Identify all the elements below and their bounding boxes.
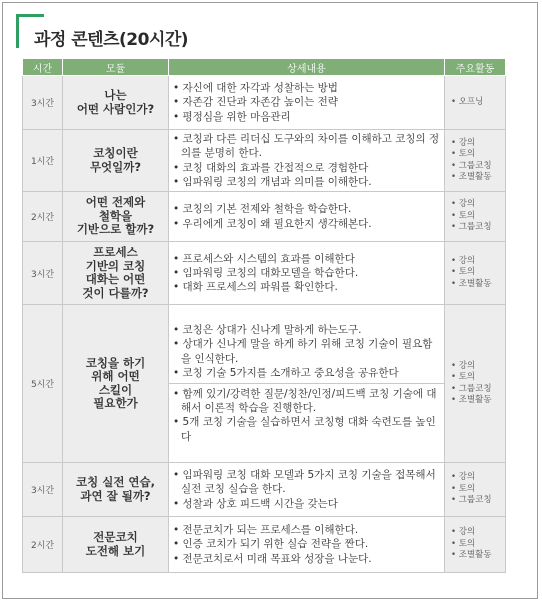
detail-item: • 임파워링 코칭 대화 모델과 5가지 코칭 기술을 접목해서 실전 코칭 실습을 한다. bbox=[173, 468, 440, 496]
detail-subsection bbox=[169, 383, 444, 444]
detail-item: • 전문코치로서 미래 목표와 성장을 나눈다. bbox=[173, 552, 440, 566]
activity-item: • 강의 bbox=[451, 472, 505, 484]
detail-item: • 5개 코칭 기술을 실습하면서 코칭형 대화 숙련도를 높인다 bbox=[173, 415, 440, 443]
activity-item: • 그룹코칭 bbox=[451, 384, 505, 396]
activity-item: • 조별활동 bbox=[451, 172, 505, 184]
row-module: 코칭을 하기 위해 어떤 스킬이 필요한가 bbox=[63, 305, 169, 463]
page-title: 과정 콘텐츠(20시간) bbox=[34, 30, 189, 50]
row-time: 1시간 bbox=[23, 130, 63, 192]
detail-item: • 프로세스와 시스템의 효과를 이해한다 bbox=[173, 252, 440, 266]
table-header-row bbox=[23, 59, 506, 76]
detail-item: • 평정심을 위한 마음관리 bbox=[173, 110, 440, 124]
table-row bbox=[23, 192, 506, 242]
activity-item: • 강의 bbox=[451, 361, 505, 373]
activity-item: • 조별활동 bbox=[451, 279, 505, 291]
row-time: 2시간 bbox=[23, 192, 63, 242]
detail-item: • 함께 있기/강력한 질문/칭찬/인정/피드백 코칭 기술에 대해서 이론적 학습을 진행한다. bbox=[173, 387, 440, 415]
detail-item: • 인증 코치가 되기 위한 실습 전략을 짠다. bbox=[173, 537, 440, 551]
activity-item: • 강의 bbox=[451, 138, 505, 150]
row-time: 3시간 bbox=[23, 242, 63, 305]
detail-item: • 상대가 신나게 말을 하게 하기 위해 코칭 기술이 필요함을 인식한다. bbox=[173, 337, 440, 365]
activity-item: • 토의 bbox=[451, 539, 505, 551]
row-details bbox=[169, 192, 445, 242]
detail-item: • 전문코치가 되는 프로세스를 이해한다. bbox=[173, 523, 440, 537]
table-row bbox=[23, 130, 506, 192]
detail-item: • 우리에게 코칭이 왜 필요한지 생각해본다. bbox=[173, 217, 440, 231]
row-activities bbox=[445, 242, 506, 305]
row-module: 나는 어떤 사람인가? bbox=[63, 76, 169, 130]
header-module: 모듈 bbox=[63, 59, 169, 76]
row-time: 5시간 bbox=[23, 305, 63, 463]
table-row bbox=[23, 76, 506, 130]
table-row bbox=[23, 305, 506, 463]
table-row bbox=[23, 242, 506, 305]
row-time: 2시간 bbox=[23, 517, 63, 573]
row-module: 프로세스 기반의 코칭 대화는 어떤 것이 다를까? bbox=[63, 242, 169, 305]
activity-item: • 토의 bbox=[451, 149, 505, 161]
activity-item: • 강의 bbox=[451, 256, 505, 268]
detail-item: • 성찰과 상호 피드백 시간을 갖는다 bbox=[173, 497, 440, 511]
row-activities bbox=[445, 76, 506, 130]
course-content-table bbox=[22, 58, 506, 573]
row-details bbox=[169, 305, 445, 463]
detail-item: • 자존감 진단과 자존감 높이는 전략 bbox=[173, 95, 440, 109]
row-module: 코칭 실전 연습, 과연 잘 될까? bbox=[63, 463, 169, 517]
activity-item: • 강의 bbox=[451, 199, 505, 211]
row-time: 3시간 bbox=[23, 463, 63, 517]
title-accent-bar bbox=[16, 14, 19, 48]
row-activities bbox=[445, 517, 506, 573]
row-details bbox=[169, 517, 445, 573]
activity-item: • 토의 bbox=[451, 484, 505, 496]
detail-item: • 코칭은 상대가 신나게 말하게 하는도구. bbox=[173, 323, 440, 337]
row-activities bbox=[445, 463, 506, 517]
row-activities bbox=[445, 192, 506, 242]
detail-item: • 코칭과 다른 리더십 도구와의 차이를 이해하고 코칭의 정의를 분명히 한다. bbox=[173, 132, 440, 160]
table-row bbox=[23, 517, 506, 573]
activity-item: • 조별활동 bbox=[451, 395, 505, 407]
header-details: 상세내용 bbox=[169, 59, 445, 76]
row-details bbox=[169, 76, 445, 130]
row-details bbox=[169, 242, 445, 305]
detail-item: • 대화 프로세스의 파워를 확인한다. bbox=[173, 280, 440, 294]
activity-item: • 그룹코칭 bbox=[451, 161, 505, 173]
activity-item: • 조별활동 bbox=[451, 550, 505, 562]
row-activities bbox=[445, 130, 506, 192]
detail-item: • 코칭 대화의 효과를 간접적으로 경험한다 bbox=[173, 161, 440, 175]
detail-item: • 자신에 대한 자각과 성찰하는 방법 bbox=[173, 81, 440, 95]
activity-item: • 오프닝 bbox=[451, 97, 505, 109]
activity-item: • 그룹코칭 bbox=[451, 222, 505, 234]
row-details bbox=[169, 130, 445, 192]
activity-item: • 토의 bbox=[451, 211, 505, 223]
activity-item: • 토의 bbox=[451, 267, 505, 279]
row-module: 코칭이란 무엇일까? bbox=[63, 130, 169, 192]
row-module: 전문코치 도전해 보기 bbox=[63, 517, 169, 573]
table-row bbox=[23, 463, 506, 517]
activity-item: • 강의 bbox=[451, 527, 505, 539]
row-time: 3시간 bbox=[23, 76, 63, 130]
header-activities: 주요활동 bbox=[445, 59, 506, 76]
detail-item: • 코칭 기술 5가지를 소개하고 중요성을 공유한다 bbox=[173, 366, 440, 380]
title-accent-line bbox=[16, 14, 44, 17]
activity-item: • 그룹코칭 bbox=[451, 495, 505, 507]
detail-item: • 임파워링 코칭의 개념과 의미를 이해한다. bbox=[173, 175, 440, 189]
row-module: 어떤 전제와 철학을 기반으로 할까? bbox=[63, 192, 169, 242]
header-time: 시간 bbox=[23, 59, 63, 76]
detail-item: • 코칭의 기본 전제와 철학을 학습한다. bbox=[173, 202, 440, 216]
row-activities bbox=[445, 305, 506, 463]
detail-item: • 임파워링 코칭의 대화모델을 학습한다. bbox=[173, 266, 440, 280]
activity-item: • 토의 bbox=[451, 372, 505, 384]
row-details bbox=[169, 463, 445, 517]
